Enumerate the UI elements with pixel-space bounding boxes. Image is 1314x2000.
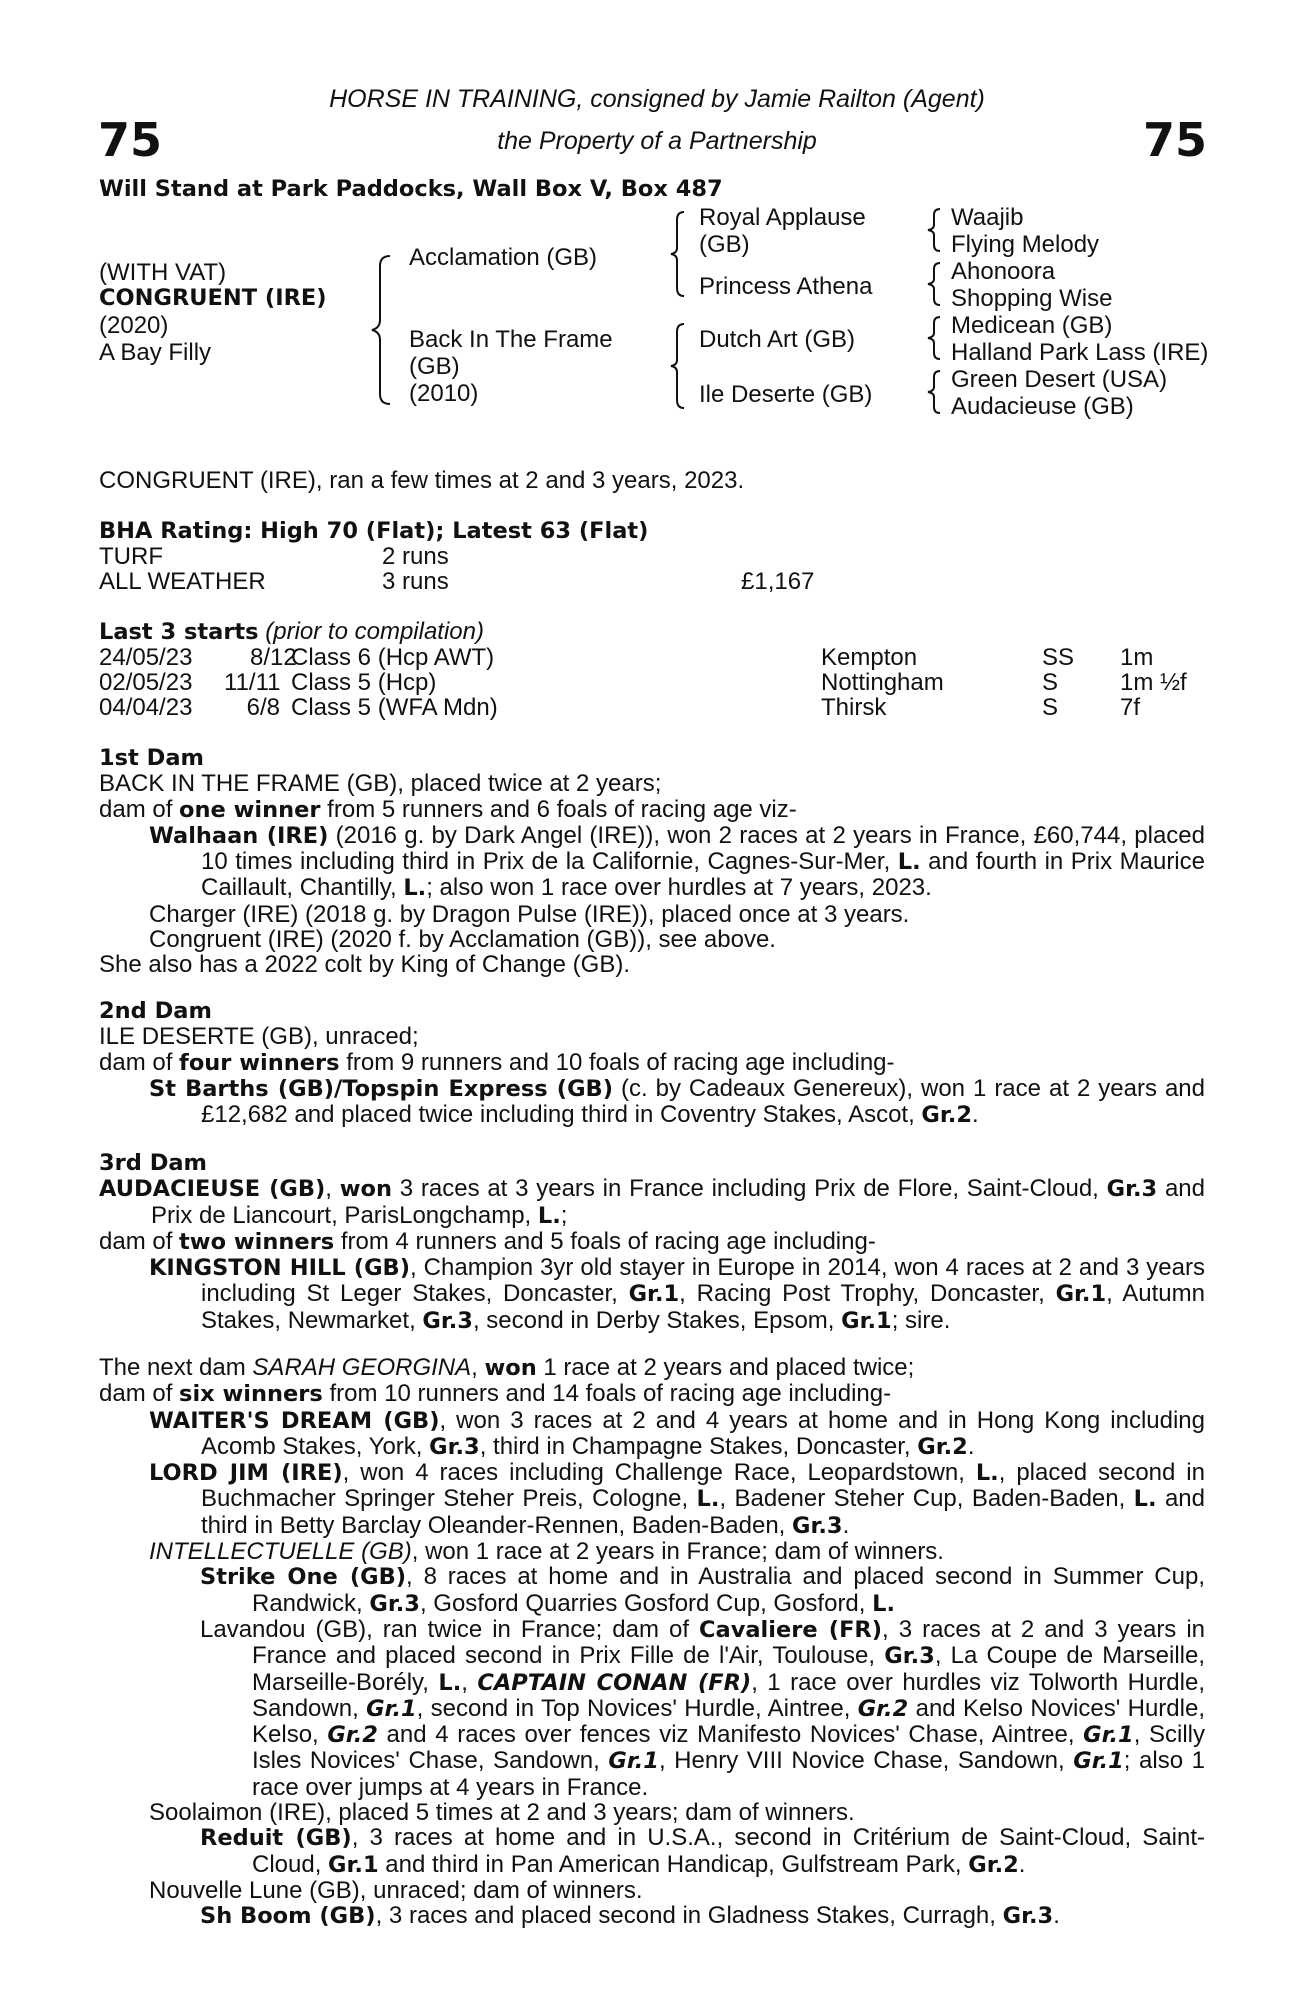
text: and third in Pan American Handicap, Gulfstream Park,: [378, 1850, 969, 1878]
text: (c. by Cadeaux Genereux), won 1 race at 2 years and £12,682 and placed twice including third in Coventry Stakes, Ascot,: [201, 1074, 1205, 1129]
rating-surface: TURF: [99, 543, 163, 570]
group-mark: Gr.2: [917, 1433, 968, 1460]
pedigree-dam-line3: (2010): [409, 380, 479, 407]
text: dam of: [99, 1227, 180, 1255]
starts-note: (prior to compilation): [265, 618, 484, 645]
pedigree-brace-dam: [668, 320, 692, 412]
group-mark: Gr.3: [1106, 1176, 1158, 1203]
text: , Gosford Quarries Gosford Cup, Gosford,: [419, 1589, 873, 1617]
jumps-group-mark: Gr.1: [1073, 1748, 1124, 1775]
progeny-congruent: Congruent (IRE) (2020 f. by Acclamation (GB)), see above.: [149, 926, 776, 954]
rating-runs: 2 runs: [382, 543, 449, 570]
start-distance: 7f: [1120, 694, 1141, 721]
text: , 3 races and placed second in Gladness Stakes, Curragh,: [375, 1902, 1003, 1930]
text: 1 race at 2 years and placed twice;: [536, 1354, 915, 1381]
start-position: 8/12: [250, 644, 297, 671]
listed-mark: L.: [438, 1669, 462, 1696]
progeny-intellectuelle: [149, 1539, 1205, 1564]
next-dam-produce-line: [99, 1381, 1205, 1407]
start-race: Class 5 (Hcp): [291, 669, 437, 696]
text: .: [1053, 1902, 1060, 1930]
horse-year: (2020): [99, 312, 169, 339]
start-race: Class 6 (Hcp AWT): [291, 644, 495, 671]
listed-mark: L.: [975, 1460, 999, 1487]
start-date: 02/05/23: [99, 669, 193, 696]
progeny-kingston-hill: [149, 1255, 1205, 1334]
pedigree-sire-sire-line2: (GB): [699, 231, 750, 258]
first-dam-title: 1st Dam: [99, 745, 204, 771]
text: and Prix de Liancourt, ParisLongchamp,: [151, 1175, 1205, 1229]
listed-mark: L.: [872, 1590, 896, 1617]
group-mark: Gr.1: [628, 1281, 680, 1308]
pedigree-dam-line2: (GB): [409, 353, 460, 380]
progeny-name: WAITER'S DREAM (GB): [149, 1407, 440, 1434]
won-label: won: [484, 1355, 537, 1381]
second-dam-title: 2nd Dam: [99, 998, 212, 1024]
progeny-st-barths: [149, 1076, 1205, 1129]
text: and third in Betty Barclay Oleander-Rennen, Baden-Baden,: [201, 1485, 1205, 1539]
rating-runs: 3 runs: [382, 568, 449, 595]
dam-name: AUDACIEUSE (GB): [99, 1176, 326, 1203]
jumps-progeny-name: CAPTAIN CONAN (FR): [477, 1669, 752, 1696]
pedigree-g3-8: Audacieuse (GB): [951, 393, 1134, 420]
third-dam-section: [99, 1151, 1205, 1334]
start-date: 24/05/23: [99, 644, 193, 671]
start-race: Class 5 (WFA Mdn): [291, 694, 498, 721]
listed-mark: L.: [537, 1202, 561, 1229]
progeny-walhaan: [149, 823, 1205, 902]
pedigree-g3-6: Halland Park Lass (IRE): [951, 339, 1209, 366]
text: , won 1 race at 2 years in France; dam of winners.: [411, 1538, 944, 1566]
pedigree-g3-4: Shopping Wise: [951, 285, 1113, 312]
group-mark: Gr.3: [429, 1433, 480, 1460]
header-consignor: HORSE IN TRAINING, consigned by Jamie Railton (Agent): [329, 85, 985, 113]
text: dam of: [99, 795, 180, 823]
starts-title: Last 3 starts: [99, 619, 259, 645]
winner-count: six winners: [179, 1381, 323, 1408]
text: , won 4 races including Challenge Race, Leopardstown,: [342, 1459, 976, 1487]
text: , Autumn Stakes, Newmarket,: [201, 1280, 1205, 1334]
pedigree-brace-sire: [668, 208, 692, 300]
text: from 10 runners and 14 foals of racing age including-: [322, 1380, 892, 1408]
lot-number-right: 75: [1143, 113, 1208, 167]
text: , placed second in Buchmacher Springer Steher Preis, Cologne,: [201, 1459, 1205, 1513]
pedigree-g3-3: Ahonoora: [951, 258, 1056, 285]
rating-prize: £1,167: [741, 568, 815, 595]
pedigree-dam-dam: Ile Deserte (GB): [699, 381, 873, 408]
text: , Racing Post Trophy, Doncaster,: [679, 1280, 1056, 1308]
start-date: 04/04/23: [99, 694, 193, 721]
pedigree-g3-5: Medicean (GB): [951, 312, 1113, 339]
pedigree-dam-sire: Dutch Art (GB): [699, 326, 856, 353]
group-mark: Gr.3: [884, 1643, 935, 1670]
text: ; sire.: [891, 1306, 951, 1334]
text: .: [971, 1101, 979, 1129]
second-dam-section: [99, 999, 1205, 1128]
pedigree-dam-line1: Back In The Frame: [409, 326, 613, 353]
progeny-lord-jim: [149, 1460, 1205, 1539]
text: .: [1018, 1850, 1026, 1878]
group-mark: Gr.3: [422, 1307, 473, 1334]
group-mark: Gr.2: [968, 1851, 1019, 1878]
text: and 4 races over fences viz Manifesto Novices' Chase, Aintree,: [377, 1721, 1084, 1749]
progeny-name: Strike One (GB): [200, 1564, 407, 1591]
text: ; also won 1 race over hurdles at 7 years, 2023.: [426, 874, 932, 902]
third-dam-produce-line: [99, 1229, 1205, 1255]
progeny-name: Cavaliere (FR): [699, 1616, 883, 1643]
jumps-group-mark: Gr.1: [366, 1695, 417, 1722]
text: ;: [560, 1201, 568, 1229]
dam-name: SARAH GEORGINA: [252, 1354, 472, 1381]
stand-location: Will Stand at Park Paddocks, Wall Box V, Box 487: [99, 176, 723, 202]
listed-mark: L.: [696, 1486, 720, 1513]
pedigree-sire-dam: Princess Athena: [699, 273, 873, 300]
progeny-name: LORD JIM (IRE): [149, 1460, 343, 1487]
jumps-group-mark: Gr.1: [608, 1748, 659, 1775]
text: , 3 races at 2 and 3 years in France and placed second in Prix Fille de l'Air, Toulouse,: [252, 1615, 1206, 1670]
third-dam-line: AUDACIEUSE (GB), won 3 races at 3 years in France including Prix de Flore, Saint-Cloud, Gr.3 and Prix de Liancourt, ParisLongchamp, L.;: [99, 1175, 1205, 1229]
text: ; also 1 race over jumps at 4 years in France.: [252, 1747, 1205, 1801]
text: ,: [461, 1668, 478, 1696]
horse-description: A Bay Filly: [99, 339, 212, 366]
pedigree-g3-7: Green Desert (USA): [951, 366, 1168, 393]
text: , Henry VIII Novice Chase, Sandown,: [658, 1747, 1074, 1775]
jumps-group-mark: Gr.2: [327, 1722, 378, 1749]
header-property: the Property of a Partnership: [497, 127, 817, 155]
next-dam-line: [99, 1355, 1205, 1381]
listed-mark: L.: [897, 849, 921, 876]
progeny-name: Sh Boom (GB): [200, 1903, 376, 1930]
bha-rating: BHA Rating: High 70 (Flat); Latest 63 (Flat): [99, 518, 649, 544]
listed-mark: L.: [403, 875, 427, 902]
text: , Champion 3yr old stayer in Europe in 2014, won 4 races at 2 and 3 years including St Leger Stakes, Doncaster,: [201, 1254, 1205, 1308]
text: from 4 runners and 5 foals of racing age including-: [334, 1227, 876, 1255]
winner-count: one winner: [179, 796, 321, 823]
progeny-charger: Charger (IRE) (2018 g. by Dragon Pulse (IRE)), placed once at 3 years.: [149, 900, 910, 928]
text: , second in Derby Stakes, Epsom,: [472, 1306, 842, 1334]
start-course: Nottingham: [821, 669, 944, 696]
won-label: won: [339, 1176, 392, 1203]
winner-count: two winners: [179, 1228, 335, 1255]
start-going: S: [1042, 669, 1059, 696]
progeny-strike-one: [200, 1564, 1205, 1617]
first-dam-line: BACK IN THE FRAME (GB), placed twice at 2 years;: [99, 770, 662, 798]
text: , 8 races at home and in Australia and placed second in Summer Cup, Randwick,: [252, 1563, 1206, 1617]
progeny-soolaimon: Soolaimon (IRE), placed 5 times at 2 and 3 years; dam of winners.: [149, 1799, 855, 1827]
group-mark: Gr.3: [1002, 1903, 1054, 1930]
text: and fourth in Prix Maurice Caillault, Chantilly,: [201, 848, 1205, 902]
text: .: [842, 1511, 850, 1539]
text: , won 3 races at 2 and 4 years at home and in Hong Kong including Acomb Stakes, York,: [201, 1406, 1205, 1460]
first-dam-produce-line: [99, 797, 1205, 823]
text: ,: [471, 1354, 485, 1381]
text: , Scilly Isles Novices' Chase, Sandown,: [252, 1721, 1206, 1775]
text: dam of: [99, 1048, 180, 1076]
progeny-reduit: [200, 1825, 1205, 1878]
start-position: 11/11: [224, 669, 281, 696]
lot-number-left: 75: [98, 113, 163, 167]
group-mark: Gr.1: [1055, 1281, 1107, 1308]
start-distance: 1m: [1120, 644, 1154, 671]
jumps-group-mark: Gr.1: [1083, 1722, 1134, 1749]
text: , Badener Steher Cup, Baden-Baden,: [719, 1485, 1134, 1513]
text: , La Coupe de Marseille, Marseille-Borély,: [252, 1642, 1205, 1696]
second-dam-produce-line: [99, 1050, 1205, 1076]
group-mark: Gr.2: [921, 1102, 972, 1129]
text: , 1 race over hurdles viz Tolworth Hurdle, Sandown,: [252, 1668, 1205, 1722]
start-course: Thirsk: [821, 694, 887, 721]
text: (2016 g. by Dark Angel (IRE)), won 2 races at 2 years in France, £60,744, placed 10 times including third in Prix de la Californie, Cagnes-Sur-Mer,: [201, 821, 1205, 876]
text: 3 races at 3 years in France including Prix de Flore, Saint-Cloud,: [392, 1175, 1107, 1203]
text: from 5 runners and 6 foals of racing age viz-: [320, 795, 797, 823]
pedigree-g3-1: Waajib: [951, 204, 1024, 231]
rating-surface: ALL WEATHER: [99, 568, 266, 595]
pedigree-g3-2: Flying Melody: [951, 231, 1100, 258]
text: dam of: [99, 1380, 180, 1408]
pedigree-brace-main: [370, 250, 400, 410]
progeny-waiters-dream: [149, 1408, 1205, 1461]
progeny-lavandou: [200, 1617, 1205, 1800]
race-summary: CONGRUENT (IRE), ran a few times at 2 and 3 years, 2023.: [99, 467, 745, 494]
pedigree-braces-gen3: [924, 205, 950, 425]
progeny-name: Walhaan (IRE): [149, 822, 329, 849]
text: and Kelso Novices' Hurdle, Kelso,: [252, 1694, 1205, 1749]
group-mark: Gr.3: [792, 1512, 843, 1539]
text: , third in Champagne Stakes, Doncaster,: [479, 1432, 918, 1460]
start-going: S: [1042, 694, 1059, 721]
winner-count: four winners: [179, 1049, 340, 1076]
start-course: Kempton: [821, 644, 918, 671]
second-dam-line: ILE DESERTE (GB), unraced;: [99, 1023, 419, 1051]
pedigree-sire-sire-line1: Royal Applause: [699, 204, 866, 231]
start-position: 6/8: [246, 694, 280, 721]
jumps-group-mark: Gr.2: [857, 1695, 909, 1722]
horse-name: CONGRUENT (IRE): [99, 285, 327, 311]
start-distance: 1m ½f: [1120, 669, 1187, 696]
progeny-sh-boom: [200, 1903, 1205, 1929]
text: , 3 races at home and in U.S.A., second in Critérium de Saint-Cloud, Saint-Cloud,: [252, 1824, 1206, 1878]
listed-mark: L.: [1133, 1486, 1157, 1513]
text: .: [967, 1432, 975, 1460]
progeny-name: Reduit (GB): [200, 1825, 352, 1852]
text: , second in Top Novices' Hurdle, Aintree,: [416, 1694, 858, 1722]
start-going: SS: [1042, 644, 1075, 671]
progeny-nouvelle-lune: Nouvelle Lune (GB), unraced; dam of winners.: [149, 1876, 643, 1904]
pedigree-sire: Acclamation (GB): [409, 244, 598, 271]
dam-colt-note: She also has a 2022 colt by King of Change (GB).: [99, 951, 630, 979]
group-mark: Gr.1: [841, 1307, 892, 1334]
vat-note: (WITH VAT): [99, 259, 227, 286]
text: The next dam: [99, 1354, 253, 1381]
text: from 9 runners and 10 foals of racing age including-: [339, 1048, 895, 1076]
text: Lavandou (GB), ran twice in France; dam of: [200, 1615, 700, 1643]
first-dam-section: [99, 746, 1205, 978]
group-mark: Gr.3: [369, 1590, 420, 1617]
third-dam-title: 3rd Dam: [99, 1150, 207, 1176]
progeny-name: INTELLECTUELLE (GB): [149, 1538, 412, 1566]
group-mark: Gr.1: [328, 1851, 379, 1878]
next-dam-section: [99, 1355, 1205, 1930]
progeny-name: KINGSTON HILL (GB): [149, 1255, 410, 1282]
progeny-name: St Barths (GB)/Topspin Express (GB): [149, 1075, 613, 1102]
